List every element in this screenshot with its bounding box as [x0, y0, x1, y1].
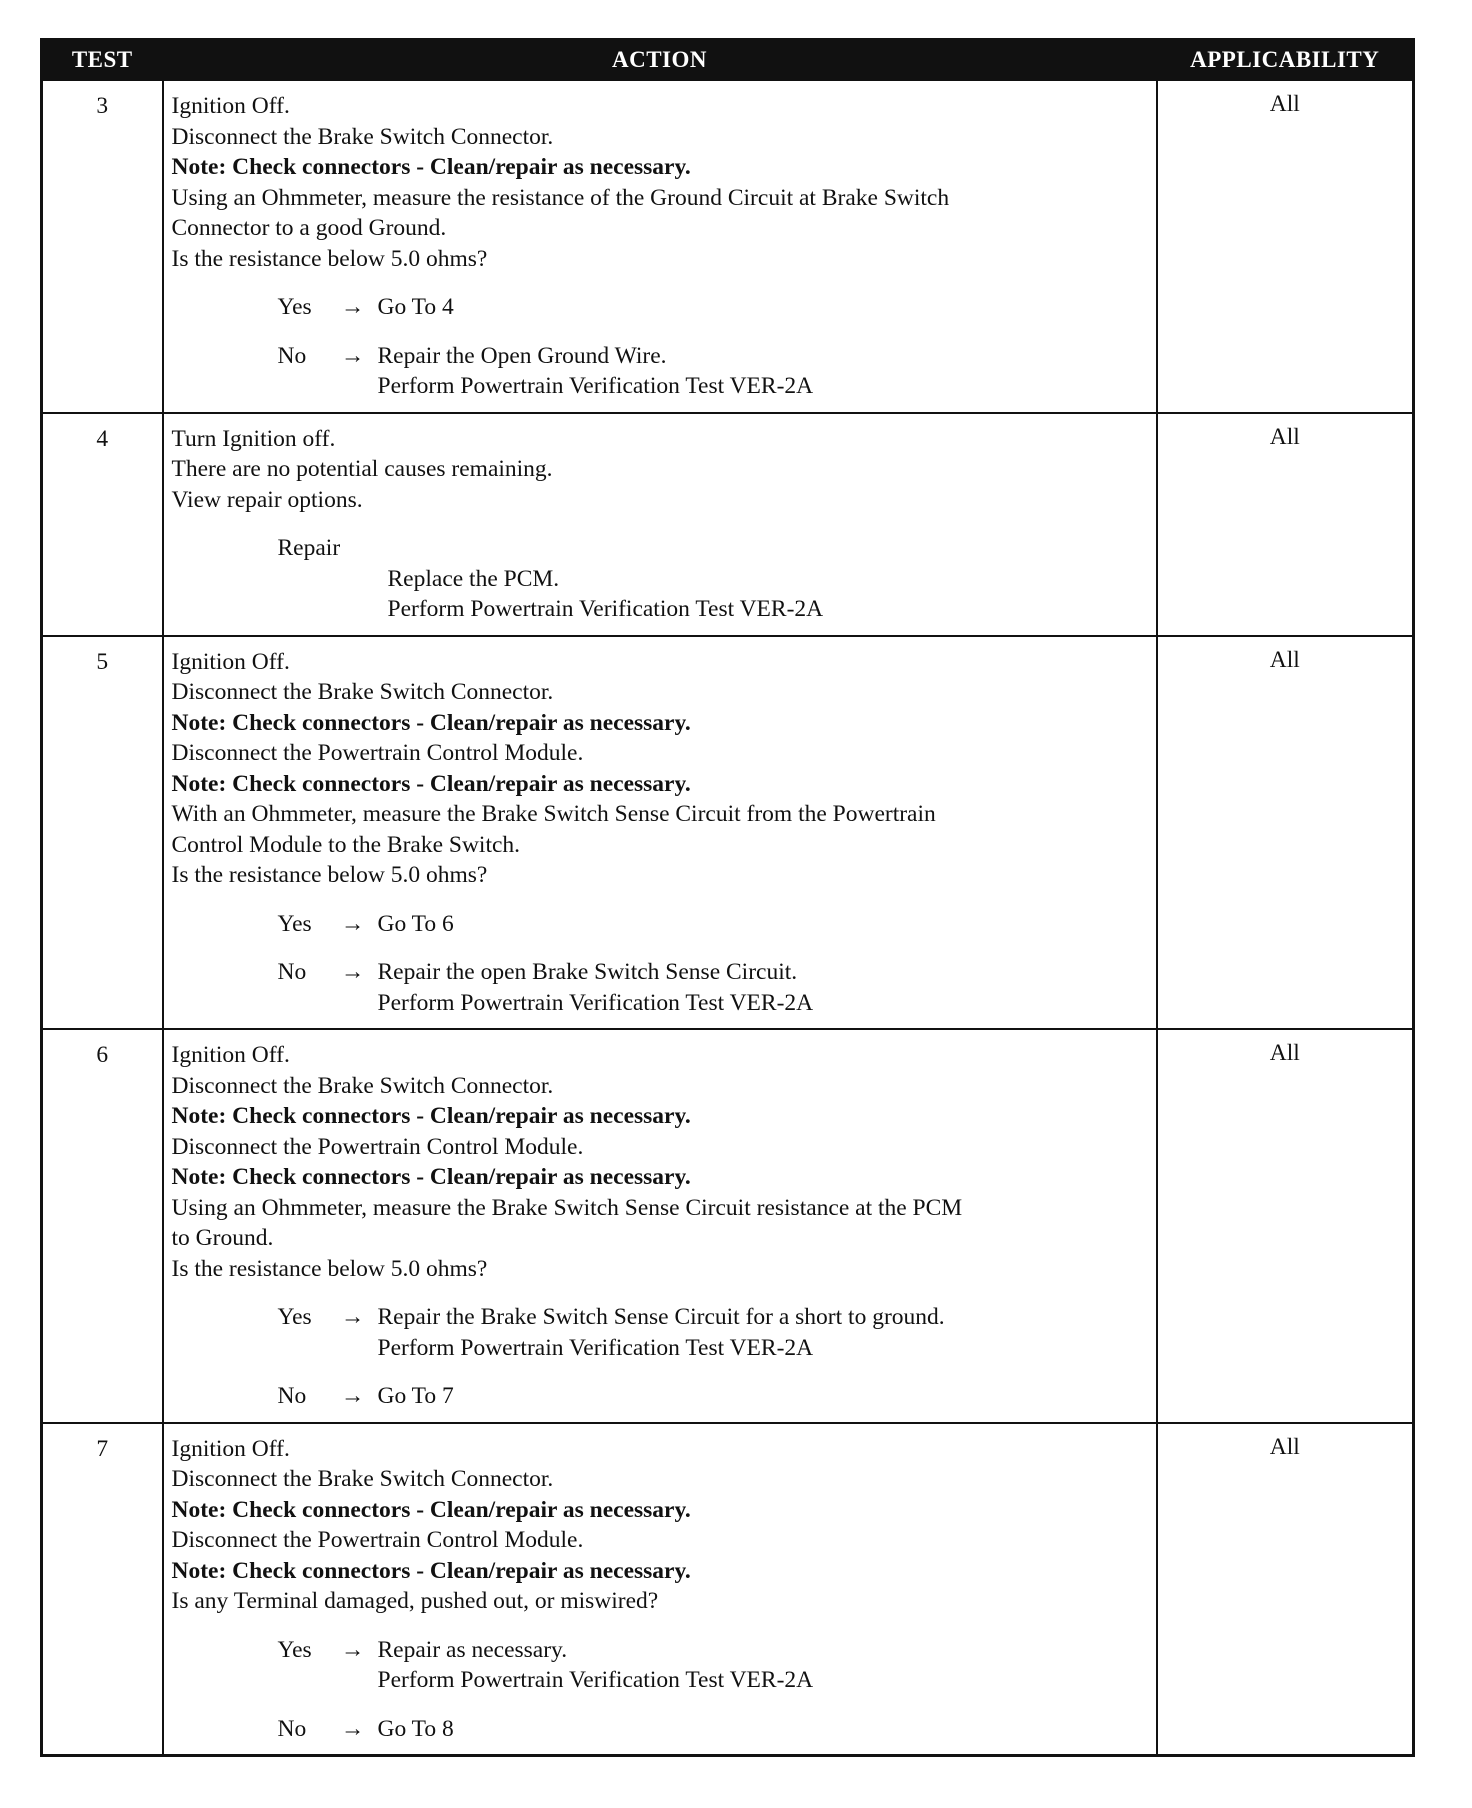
table-body	[42, 80, 1414, 1756]
no-branch	[278, 1714, 1150, 1745]
no-result	[378, 1381, 1150, 1412]
action-line: Control Module to the Brake Switch.	[171, 831, 521, 858]
result-line: Repair as necessary.	[377, 1636, 568, 1663]
result-line: Perform Powertrain Verification Test VER-2A	[377, 989, 814, 1016]
test-number: 3	[42, 80, 163, 413]
applicability-value: All	[1157, 1423, 1414, 1756]
action-line: Disconnect the Brake Switch Connector.	[171, 123, 554, 150]
action-line: Disconnect the Powertrain Control Module.	[171, 1527, 584, 1553]
result-line: Perform Powertrain Verification Test VER-2A	[377, 373, 814, 399]
note-text: Note: Check connectors - Clean/repair as necessary.	[171, 709, 691, 736]
yes-label: Yes	[277, 294, 312, 320]
yes-label: Yes	[277, 1304, 312, 1330]
table-row	[42, 413, 1414, 636]
action-line: Is the resistance below 5.0 ohms?	[171, 862, 488, 888]
applicability-value: All	[1157, 413, 1414, 636]
no-result	[378, 957, 1150, 1018]
action-line: Disconnect the Powertrain Control Module.	[171, 1133, 584, 1160]
arrow-icon: →	[340, 294, 365, 320]
header-test: TEST	[42, 40, 163, 81]
note-text: Note: Check connectors - Clean/repair as necessary.	[171, 1103, 691, 1129]
result-line: Repair the Brake Switch Sense Circuit for a short to ground.	[377, 1304, 945, 1330]
action-cell	[163, 1029, 1157, 1423]
table-row	[42, 636, 1414, 1030]
yes-branch	[278, 1302, 1150, 1363]
no-branch	[278, 341, 1150, 402]
note-text: Note: Check connectors - Clean/repair as necessary.	[171, 1164, 691, 1190]
repair-line: Perform Powertrain Verification Test VER-2A	[387, 596, 824, 622]
result-line: Go To 6	[377, 910, 454, 937]
yes-label: Yes	[277, 910, 312, 937]
action-line: View repair options.	[171, 486, 363, 513]
no-result	[378, 341, 1150, 402]
test-number: 5	[42, 636, 163, 1030]
action-cell	[163, 80, 1157, 413]
action-line: Is the resistance below 5.0 ohms?	[171, 1255, 488, 1282]
result-line: Repair the Open Ground Wire.	[377, 342, 667, 369]
action-line: Turn Ignition off.	[171, 425, 336, 452]
action-line: With an Ohmmeter, measure the Brake Switch Sense Circuit from the Powertrain	[171, 801, 936, 827]
arrow-icon: →	[340, 342, 365, 369]
result-line: Go To 4	[377, 294, 454, 320]
note-text: Note: Check connectors - Clean/repair as necessary.	[171, 1557, 691, 1584]
yes-label: Yes	[277, 1636, 312, 1663]
arrow-icon: →	[340, 1304, 365, 1330]
action-line: Ignition Off.	[171, 648, 290, 675]
yes-result	[378, 909, 1150, 940]
table-row	[42, 1423, 1414, 1756]
yes-branch	[278, 1635, 1150, 1696]
action-line: There are no potential causes remaining.	[171, 456, 553, 482]
arrow-icon: →	[340, 1383, 365, 1409]
action-cell	[163, 413, 1157, 636]
action-line: Is the resistance below 5.0 ohms?	[171, 245, 488, 272]
action-line: Connector to a good Ground.	[171, 215, 447, 241]
action-cell	[163, 636, 1157, 1030]
yes-result	[378, 1302, 1150, 1363]
diagnostic-test-table-page	[40, 38, 1412, 1757]
yes-result	[378, 292, 1150, 323]
test-number: 7	[42, 1423, 163, 1756]
note-text: Note: Check connectors - Clean/repair as necessary.	[171, 1496, 691, 1523]
note-text: Note: Check connectors - Clean/repair as necessary.	[171, 154, 691, 180]
no-label: No	[277, 342, 307, 369]
action-line: Using an Ohmmeter, measure the Brake Switch Sense Circuit resistance at the PCM	[171, 1194, 963, 1221]
action-line: to Ground.	[171, 1225, 274, 1251]
action-line: Is any Terminal damaged, pushed out, or miswired?	[171, 1588, 659, 1614]
action-line: Disconnect the Brake Switch Connector.	[171, 1466, 554, 1492]
table-row	[42, 80, 1414, 413]
table-row	[42, 1029, 1414, 1423]
note-text: Note: Check connectors - Clean/repair as necessary.	[171, 770, 691, 797]
yes-result	[378, 1635, 1150, 1696]
action-line: Ignition Off.	[171, 1435, 290, 1462]
result-line: Repair the open Brake Switch Sense Circuit.	[377, 959, 798, 985]
repair-line: Replace the PCM.	[387, 565, 560, 592]
no-branch	[278, 1381, 1150, 1412]
no-result	[378, 1714, 1150, 1745]
test-number: 4	[42, 413, 163, 636]
arrow-icon: →	[340, 910, 365, 937]
action-line: Disconnect the Powertrain Control Module.	[171, 740, 584, 766]
test-number: 6	[42, 1029, 163, 1423]
action-cell	[163, 1423, 1157, 1756]
no-label: No	[277, 959, 307, 985]
yes-branch	[278, 292, 1150, 323]
result-line: Go To 8	[377, 1715, 454, 1742]
arrow-icon: →	[340, 1636, 365, 1663]
result-line: Perform Powertrain Verification Test VER-2A	[377, 1334, 814, 1361]
applicability-value: All	[1157, 80, 1414, 413]
table-header-row	[42, 40, 1414, 81]
action-line: Ignition Off.	[171, 93, 290, 119]
diagnostic-test-table	[40, 38, 1415, 1757]
header-action: ACTION	[163, 40, 1157, 81]
header-applicability: APPLICABILITY	[1157, 40, 1414, 81]
action-line: Using an Ohmmeter, measure the resistance of the Ground Circuit at Brake Switch	[171, 184, 950, 211]
arrow-icon: →	[340, 959, 365, 985]
applicability-value: All	[1157, 636, 1414, 1030]
result-line: Go To 7	[377, 1383, 454, 1409]
arrow-icon: →	[340, 1715, 365, 1742]
no-label: No	[277, 1715, 307, 1742]
action-line: Disconnect the Brake Switch Connector.	[171, 679, 554, 705]
applicability-value: All	[1157, 1029, 1414, 1423]
action-line: Disconnect the Brake Switch Connector.	[171, 1072, 554, 1099]
yes-branch	[278, 909, 1150, 940]
repair-label: Repair	[277, 535, 341, 561]
no-branch	[278, 957, 1150, 1018]
no-label: No	[277, 1383, 307, 1409]
result-line: Perform Powertrain Verification Test VER-2A	[377, 1667, 814, 1693]
action-line: Ignition Off.	[171, 1042, 290, 1068]
